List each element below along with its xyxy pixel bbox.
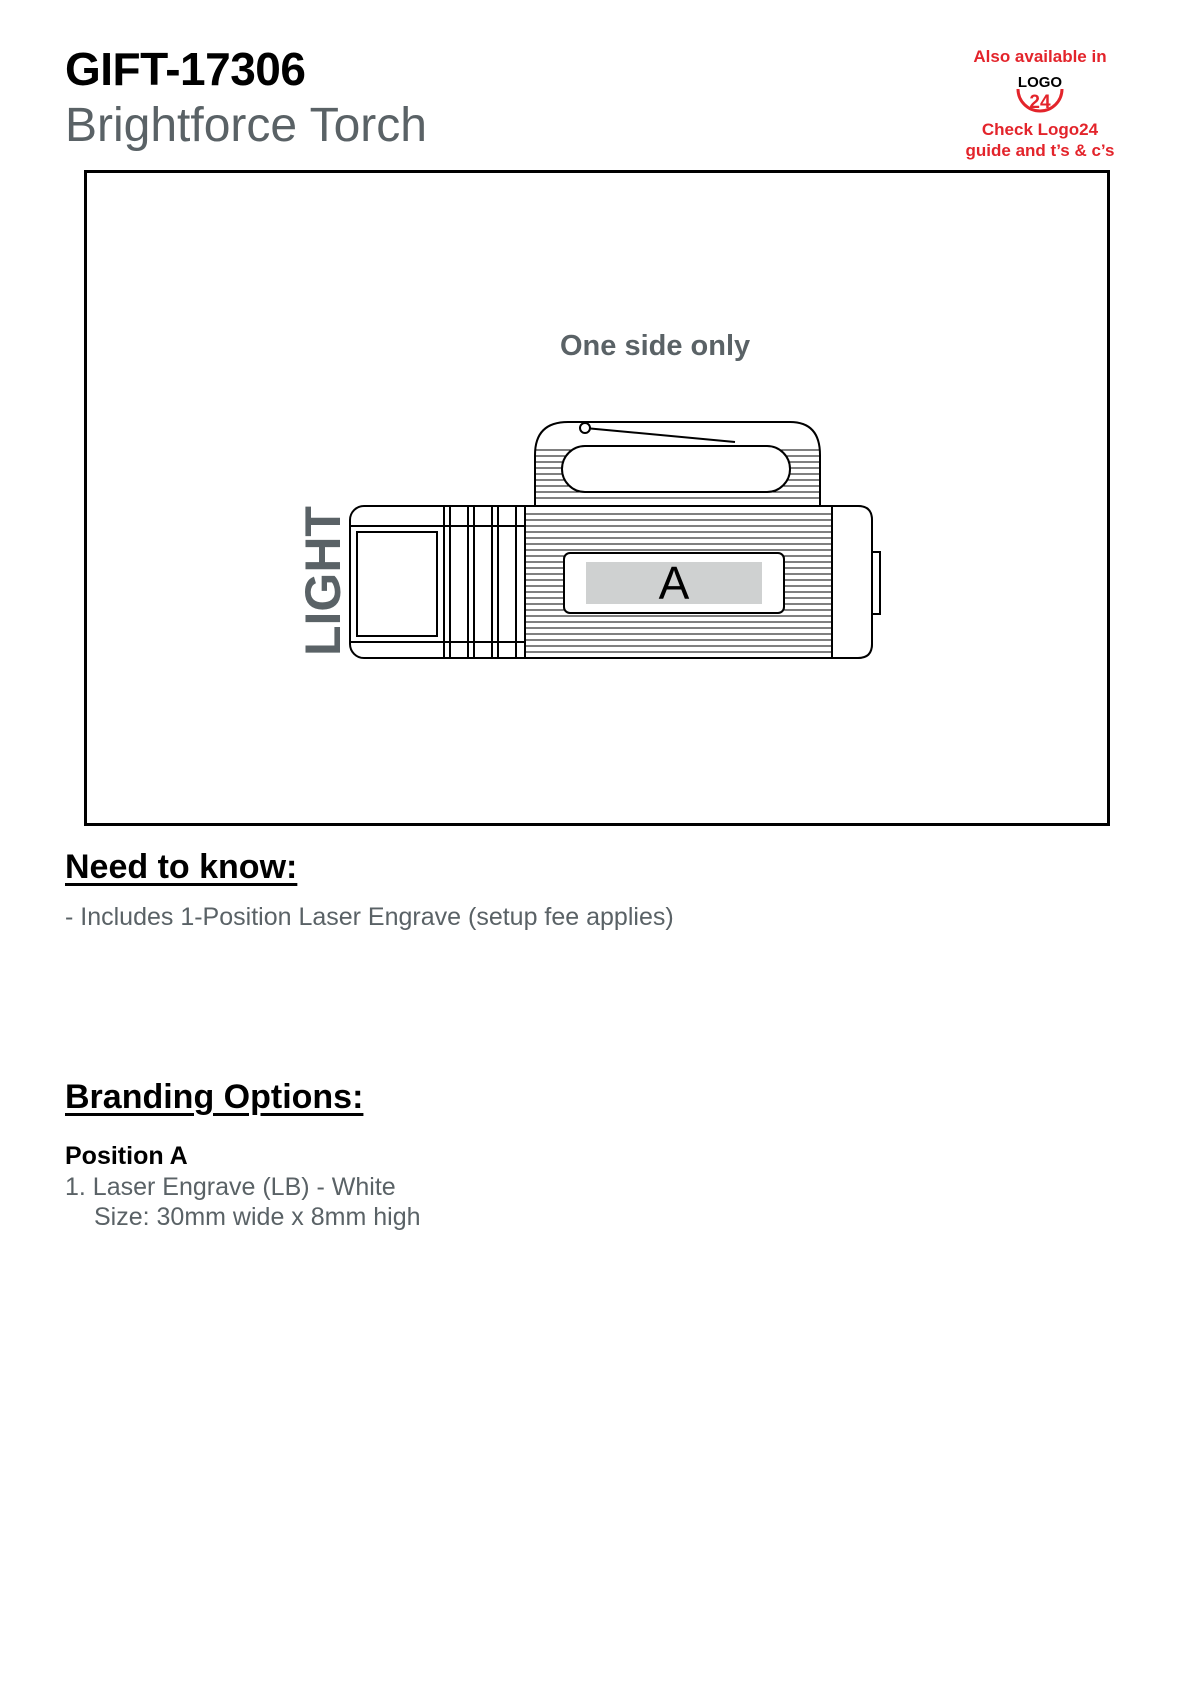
logo24-badge[interactable] — [940, 46, 1140, 161]
torch-lens — [357, 532, 437, 636]
position-a-method: 1. Laser Engrave (LB) - White — [65, 1173, 396, 1201]
clip-hole — [562, 446, 790, 492]
torch-body-label: LIGHT — [295, 506, 351, 656]
logo-number: 24 — [1029, 92, 1051, 113]
print-area-label: A — [658, 557, 690, 609]
position-a-size: Size: 30mm wide x 8mm high — [94, 1203, 421, 1231]
need-to-know-item: - Includes 1-Position Laser Engrave (setup fee applies) — [65, 903, 674, 931]
branding-options-heading: Branding Options: — [65, 1078, 364, 1116]
badge-top-text: Also available in — [973, 47, 1107, 66]
side-note: One side only — [560, 330, 751, 362]
logo-word: LOGO — [1017, 74, 1063, 91]
badge-bottom-text-1: Check Logo24 — [981, 120, 1099, 139]
logo24-logo-icon — [1010, 73, 1070, 115]
torch-button — [872, 552, 880, 614]
position-a-title: Position A — [65, 1142, 188, 1170]
product-name: Brightforce Torch — [65, 99, 427, 152]
badge-bottom-text-2: guide and t’s & c’s — [965, 141, 1115, 160]
torch-cap — [832, 506, 872, 658]
product-code: GIFT-17306 — [65, 43, 306, 95]
torch-illustration — [280, 410, 920, 680]
need-to-know-heading: Need to know: — [65, 848, 298, 886]
